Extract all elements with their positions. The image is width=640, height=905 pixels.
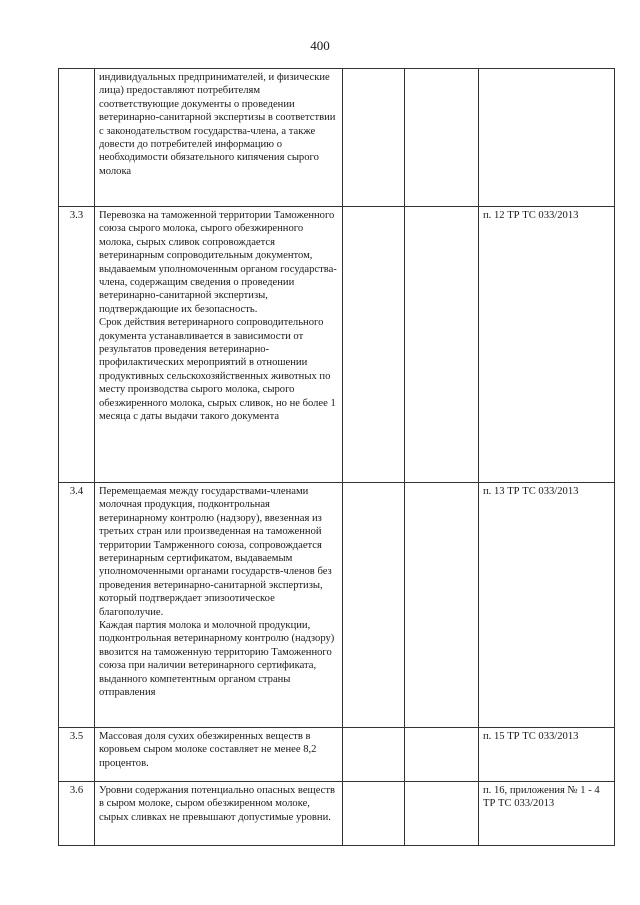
row-number: 3.3 — [59, 207, 95, 483]
regulation-reference: п. 15 ТР ТС 033/2013 — [479, 728, 615, 782]
table-row — [59, 728, 615, 782]
table-row — [59, 69, 615, 207]
table-row — [59, 207, 615, 483]
requirements-table — [58, 68, 615, 846]
regulation-reference: п. 12 ТР ТС 033/2013 — [479, 207, 615, 483]
empty-cell — [405, 207, 479, 483]
empty-cell — [343, 782, 405, 846]
table-row — [59, 483, 615, 728]
empty-cell — [405, 483, 479, 728]
page-number: 400 — [310, 38, 330, 53]
row-number: 3.4 — [59, 483, 95, 728]
requirement-paragraph: индивидуальных предпринимателей, и физические лица) предоставляют потребителям соответствующие документы о проведении ветеринарно-санитарной экспертизы в соответствии с законодательством государства-члена, а также довести до потребителей информацию о необходимости обязательного кипячения сырого молока — [99, 72, 336, 177]
requirement-paragraph: Массовая доля сухих обезжиренных веществ в коровьем сыром молоке составляет не менее 8,2 процентов. — [99, 731, 317, 769]
requirement-paragraph: Перевозка на таможенной территории Таможенного союза сырого молока, сырого обезжиренного молока, сырых сливок сопровождается ветеринарным сопроводительным документом, выдаваемым уполномоченным органом государства-члена, содержащим сведения о проведении ветеринарно-санитарной экспертизы, подтверждающие их безопасность. — [99, 210, 337, 315]
empty-cell — [343, 483, 405, 728]
table-row — [59, 782, 615, 846]
regulation-reference: п. 16, приложения № 1 - 4 ТР ТС 033/2013 — [479, 782, 615, 846]
empty-cell — [405, 782, 479, 846]
requirement-paragraph-2: Каждая партия молока и молочной продукции, подконтрольная ветеринарному контролю (надзору) ввозится на таможенную территорию Таможенного союза при наличии ветеринарного сертификата, выданного компетентным органом страны отправления — [99, 620, 335, 699]
empty-cell — [405, 728, 479, 782]
requirement-text — [95, 207, 343, 483]
empty-cell — [343, 207, 405, 483]
empty-cell — [343, 69, 405, 207]
row-number — [59, 69, 95, 207]
empty-cell — [343, 728, 405, 782]
requirement-paragraph-2: Срок действия ветеринарного сопроводительного документа устанавливается в зависимости от результатов проведения ветеринарно-профилактических мероприятий в отношении продуктивных сельскохозяйственных животных по месту производства сырого молока, сырого обезжиренного молока, сырых сливок, но не более 1 месяца с даты выдачи такого документа — [99, 317, 336, 423]
requirement-text — [95, 483, 343, 728]
requirement-text — [95, 782, 343, 846]
empty-cell — [405, 69, 479, 207]
requirement-text — [95, 69, 343, 207]
requirement-paragraph: Перемещаемая между государствами-членами молочная продукция, подконтрольная ветеринарному контролю (надзору), ввезенная из третьих стран или произведенная на таможенной территории Тамрженного союза, сопровождается ветеринарным сертификатом, выдаваемым уполномоченными органами государств-членов без проведения ветеринарно-санитарной экспертизы, который подтверждает эпизоотическое благополучие. — [99, 486, 332, 618]
regulation-reference — [479, 69, 615, 207]
row-number: 3.6 — [59, 782, 95, 846]
regulation-reference: п. 13 ТР ТС 033/2013 — [479, 483, 615, 728]
requirement-text — [95, 728, 343, 782]
requirement-paragraph: Уровни содержания потенциально опасных веществ в сыром молоке, сыром обезжиренном молоке, сырых сливках не превышают допустимые уровни. — [99, 785, 336, 823]
row-number: 3.5 — [59, 728, 95, 782]
